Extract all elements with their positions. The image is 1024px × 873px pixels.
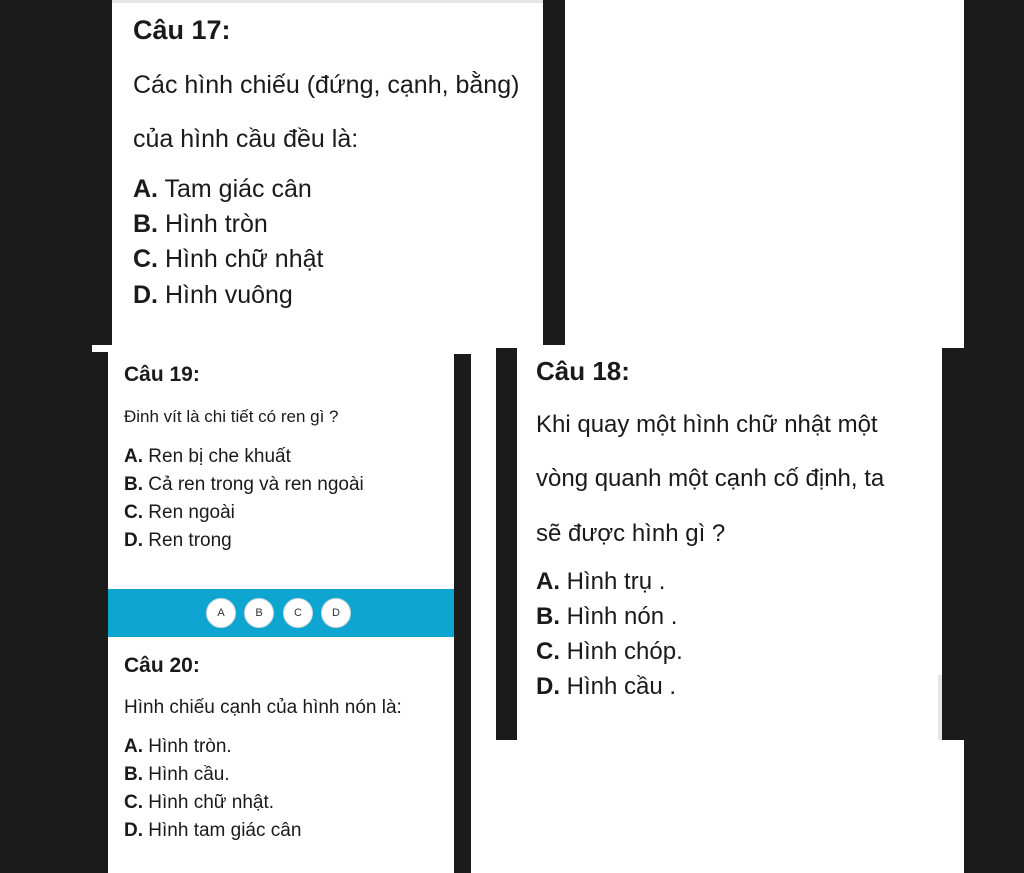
question-19-title: Câu 19: — [124, 363, 200, 386]
question-18-option-d[interactable] — [536, 673, 676, 701]
option-letter: C. — [536, 638, 560, 665]
option-text: Tam giác cân — [164, 175, 312, 203]
q17-right-border — [543, 0, 565, 345]
option-letter: C. — [124, 792, 143, 813]
option-letter: B. — [133, 210, 158, 238]
question-18-option-c[interactable] — [536, 638, 683, 666]
question-19-option-d[interactable] — [124, 530, 232, 552]
option-text: Hình nón . — [566, 603, 678, 630]
answer-button-a[interactable]: A — [206, 598, 236, 628]
question-17-option-c[interactable] — [133, 245, 323, 274]
option-text: Hình tam giác cân — [148, 820, 302, 841]
option-letter: A. — [133, 175, 158, 203]
option-text: Hình cầu . — [566, 673, 677, 700]
option-letter: A. — [124, 446, 143, 467]
option-text: Hình tròn — [164, 210, 268, 238]
question-17-option-b[interactable] — [133, 210, 268, 239]
question-18-text-line1: Khi quay một hình chữ nhật một — [536, 411, 878, 438]
question-19-option-b[interactable] — [124, 474, 364, 496]
option-letter: D. — [124, 820, 143, 841]
option-text: Ren trong — [148, 530, 232, 551]
question-20-option-a[interactable] — [124, 736, 232, 758]
question-17-text-line2: của hình cầu đều là: — [133, 125, 359, 153]
option-text: Hình chữ nhật. — [148, 792, 275, 813]
option-text: Hình chóp. — [566, 638, 683, 665]
answer-button-c[interactable]: C — [283, 598, 313, 628]
question-20-option-c[interactable] — [124, 792, 274, 814]
q19-right-border — [454, 354, 471, 873]
option-text: Hình chữ nhật — [164, 245, 324, 273]
question-18-option-a[interactable] — [536, 568, 665, 596]
option-letter: C. — [124, 502, 143, 523]
left-edge-bar — [0, 0, 92, 873]
question-19-option-c[interactable] — [124, 502, 235, 524]
top-strip — [112, 0, 543, 3]
option-letter: D. — [133, 281, 158, 309]
q18-right-border — [942, 348, 964, 740]
question-17-option-d[interactable] — [133, 281, 293, 310]
question-17-title: Câu 17: — [133, 15, 231, 45]
question-18-option-b[interactable] — [536, 603, 677, 631]
option-letter: A. — [124, 736, 143, 757]
question-18-text-line3: sẽ được hình gì ? — [536, 520, 726, 547]
question-17-text-line1: Các hình chiếu (đứng, cạnh, bằng) — [133, 71, 520, 99]
option-text: Hình vuông — [164, 281, 293, 309]
option-text: Ren bị che khuất — [148, 446, 291, 467]
option-text: Hình cầu. — [148, 764, 230, 785]
q18-left-border — [496, 348, 517, 740]
question-17-option-a[interactable] — [133, 175, 312, 204]
option-text: Cả ren trong và ren ngoài — [148, 474, 364, 495]
question-20-title: Câu 20: — [124, 654, 200, 677]
right-edge-bar — [964, 0, 1024, 873]
question-18-title: Câu 18: — [536, 356, 630, 386]
question-20-option-b[interactable] — [124, 764, 230, 786]
question-19-option-a[interactable] — [124, 446, 291, 468]
option-text: Hình trụ . — [566, 568, 666, 595]
q19-left-border — [92, 352, 108, 873]
scroll-strip — [938, 675, 942, 740]
option-letter: B. — [124, 474, 143, 495]
question-19-text: Đinh vít là chi tiết có ren gì ? — [124, 407, 339, 426]
option-letter: D. — [536, 673, 560, 700]
q17-left-border — [92, 0, 112, 345]
option-letter: A. — [536, 568, 560, 595]
answer-button-d[interactable]: D — [321, 598, 351, 628]
option-letter: D. — [124, 530, 143, 551]
option-letter: C. — [133, 245, 158, 273]
question-20-option-d[interactable] — [124, 820, 301, 842]
option-letter: B. — [124, 764, 143, 785]
option-text: Ren ngoài — [148, 502, 235, 523]
answer-selector-bar — [108, 589, 454, 637]
answer-button-b[interactable]: B — [244, 598, 274, 628]
question-18-text-line2: vòng quanh một cạnh cố định, ta — [536, 465, 885, 492]
option-letter: B. — [536, 603, 560, 630]
option-text: Hình tròn. — [148, 736, 232, 757]
question-20-text: Hình chiếu cạnh của hình nón là: — [124, 697, 402, 718]
